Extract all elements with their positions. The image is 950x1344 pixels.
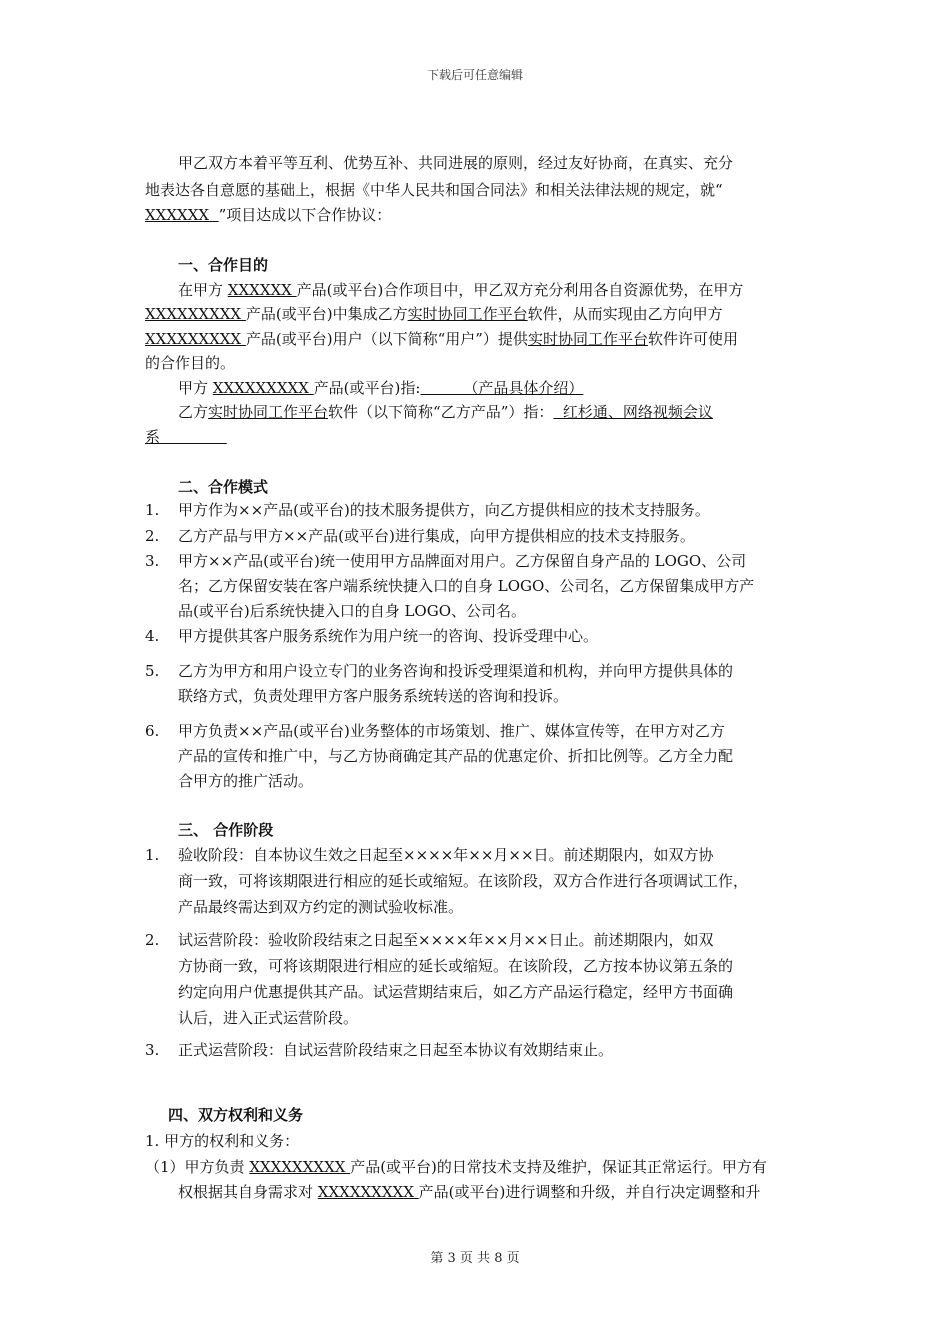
s2-item-number: 2. xyxy=(145,527,160,545)
s3-item-text: 认后，进入正式运营阶段。 xyxy=(178,1009,359,1027)
s2-item-number: 6. xyxy=(145,722,160,740)
intro-line-3: XXXXXX ”项目达成以下合作协议： xyxy=(145,206,392,224)
s4-sub-1: 1. 甲方的权利和义务： xyxy=(145,1132,300,1150)
intro-line-1: 甲乙双方本着平等互利、优势互补、共同进展的原则，经过友好协商，在真实、充分 xyxy=(178,154,734,172)
section-2-title: 二、合作模式 xyxy=(178,478,269,496)
project-name-blank: XXXXXX xyxy=(145,206,219,224)
s1-line-5: 甲方 XXXXXXXXX 产品(或平台)指: （产品具体介绍） xyxy=(178,379,584,397)
s2-item-text: 甲方负责××产品(或平台)业务整体的市场策划、推广、媒体宣传等，在甲方对乙方 xyxy=(178,722,725,740)
s2-item-number: 5. xyxy=(145,662,160,680)
s2-item-text: 甲方××产品(或平台)统一使用甲方品牌面对用户。乙方保留自身产品的 LOGO、公司 xyxy=(178,552,747,570)
s2-item-text: 合甲方的推广活动。 xyxy=(178,772,314,790)
s1-line-4: 的合作目的。 xyxy=(145,354,236,372)
s3-item-text: 方协商一致，可将该期限进行相应的延长或缩短。在该阶段，乙方按本协议第五条的 xyxy=(178,957,734,975)
s3-item-text: 试运营阶段：验收阶段结束之日起至××××年××月××日止。前述期限内，如双 xyxy=(178,931,714,949)
s3-item-text: 产品最终需达到双方约定的测试验收标准。 xyxy=(178,898,464,916)
section-4-title: 四、双方权利和义务 xyxy=(168,1106,304,1124)
s3-item-number: 3. xyxy=(145,1041,160,1059)
s4-para-line-1: （1）甲方负责 XXXXXXXXX 产品(或平台)的日常技术支持及维护，保证其正常运行。甲方有 xyxy=(145,1158,767,1176)
s2-item-number: 3. xyxy=(145,552,160,570)
section-3-title: 三、 合作阶段 xyxy=(178,821,274,839)
s2-item-text: 乙方产品与甲方××产品(或平台)进行集成，向甲方提供相应的技术支持服务。 xyxy=(178,527,695,545)
s2-item-text: 甲方作为××产品(或平台)的技术服务提供方，向乙方提供相应的技术支持服务。 xyxy=(178,501,710,519)
s3-item-text: 验收阶段：自本协议生效之日起至××××年××月××日。前述期限内，如双方协 xyxy=(178,846,714,864)
s2-item-text: 乙方为甲方和用户设立专门的业务咨询和投诉受理渠道和机构，并向甲方提供具体的 xyxy=(178,662,734,680)
s2-item-text: 产品的宣传和推广中，与乙方协商确定其产品的优惠定价、折扣比例等。乙方全力配 xyxy=(178,747,734,765)
section-1-title: 一、合作目的 xyxy=(178,256,269,274)
s3-item-text: 约定向用户优惠提供其产品。试运营期结束后，如乙方产品运行稳定，经甲方书面确 xyxy=(178,983,734,1001)
s2-item-text: 甲方提供其客户服务系统作为用户统一的咨询、投诉受理中心。 xyxy=(178,627,599,645)
page-header: 下载后可任意编辑 xyxy=(426,68,523,82)
intro-line-2: 地表达各自意愿的基础上，根据《中华人民共和国合同法》和相关法律法规的规定，就“ xyxy=(145,181,723,199)
s1-line-1: 在甲方 XXXXXX 产品(或平台)合作项目中，甲乙双方充分利用各自资源优势，在甲方 xyxy=(178,281,744,299)
s3-item-number: 2. xyxy=(145,931,160,949)
s1-line-6: 乙方实时协同工作平台软件（以下简称“乙方产品”）指： 红杉通、网络视频会议 xyxy=(178,403,713,421)
s2-item-text: 品(或平台)后系统快捷入口的自身 LOGO、公司名。 xyxy=(178,602,527,620)
s3-item-text: 商一致，可将该期限进行相应的延长或缩短。在该阶段，双方合作进行各项调试工作， xyxy=(178,872,749,890)
s3-item-number: 1. xyxy=(145,846,160,864)
s2-item-number: 4. xyxy=(145,627,160,645)
s3-item-text: 正式运营阶段：自试运营阶段结束之日起至本协议有效期结束止。 xyxy=(178,1041,614,1059)
s2-item-number: 1. xyxy=(145,501,160,519)
page-footer: 第 3 页 共 8 页 xyxy=(430,1251,520,1266)
s4-para-line-2: 权根据其自身需求对 XXXXXXXXX 产品(或平台)进行调整和升级，并自行决定调整和升 xyxy=(178,1183,761,1201)
s1-line-2: XXXXXXXXX 产品(或平台)中集成乙方实时协同工作平台软件，从而实现由乙方向甲方 xyxy=(145,305,723,323)
s1-line-3: XXXXXXXXX 产品(或平台)用户（以下简称“用户”）提供实时协同工作平台软件许可使用 xyxy=(145,330,738,348)
s2-item-text: 联络方式，负责处理甲方客户服务系统转送的咨询和投诉。 xyxy=(178,687,569,705)
s2-item-text: 名；乙方保留安装在客户端系统快捷入口的自身 LOGO、公司名，乙方保留集成甲方产 xyxy=(178,577,755,595)
s1-line-7: 系 xyxy=(145,428,227,446)
